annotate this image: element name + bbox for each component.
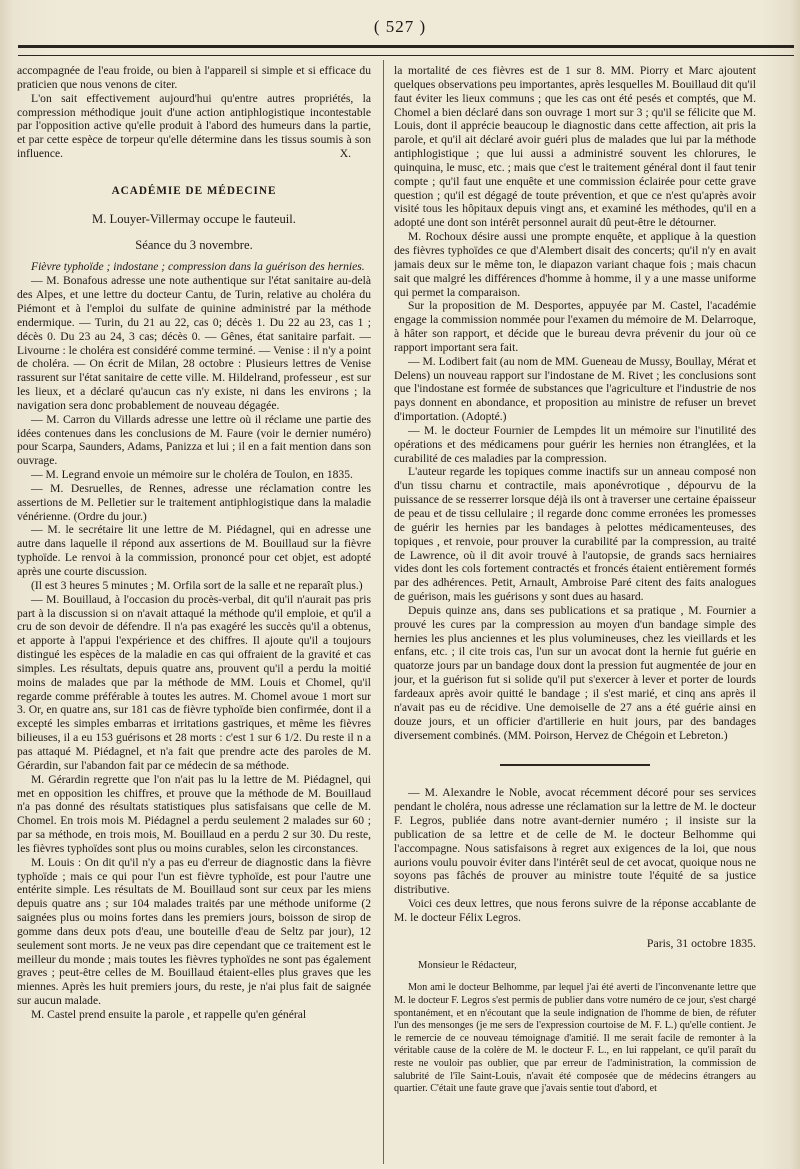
paragraph: Depuis quinze ans, dans ses publications et sa pratique , M. Fournier a prouvé les cures par la compression au moyen d'un bandage simple des hernies les plus anciennes et les plus volumineuses, chez les vieillards et les enfans, etc. ; il cite trois cas, l'un sur un avocat dont la hernie fut guérie en quatorze jours par un bandage doux dont la pression fut augmentée de jour en jour, et la guérison fut si solide qu'il put s'exercer à lever et porter de lourds fardeaux après avoir quitté le bandage ; il s'est marié, et cinq ans après il n'avait pas eu de récidive. Une demoiselle de 27 ans a été guérie ainsi en douze jours, et un officier d'artillerie en huit jours, par des bandages diversement combinés. (MM. Poirson, Hervez de Chégoin et Lebreton.)	[394, 603, 756, 742]
paragraph: M. Louis : On dit qu'il n'y a pas eu d'erreur de diagnostic dans la fièvre typhoïde ; mais ce qui pour l'un est fièvre typhoïde, est pour l'autre une entérite simple. Les résultats de M. Bouillaud sont sur ceux par les miens depuis quatre ans ; sur 104 malades traités par une méthode uniforme (2 saignées plus ou moins fortes dans les premiers jours, boisson de sirop de gomme dans deux pots d'eau, une bouteille d'eau de Seltz par jour), 12 seulement sont morts. Je ne veux pas dire cependant que ce traitement est le meilleur du monde ; mais toutes les fièvres typhoïdes ne sont pas également graves ; peut-être celles de M. Bouillaud étaient-elles plus graves que les miennes. Après les huit premiers jours, du reste, je n'ai plus fait de saignée sur aucun malade.	[17, 855, 371, 1008]
paragraph: M. Castel prend ensuite la parole , et rappelle qu'en général	[31, 1008, 307, 1021]
session-president: M. Louyer-Villermay occupe le fauteuil.	[92, 211, 296, 226]
paragraph: M. Gérardin regrette que l'on n'ait pas lu la lettre de M. Piédagnel, qui met en opposition les chiffres, et prouve que la méthode de M. Bouillaud n'a pas donné des résultats statistiques plus satisfaisans que celle de M. Chomel. En trois mois M. Piédagnel a perdu seulement 2 malades sur 60 ; par sa méthode, en trois mois, M. Bouillaud en a perdu 2 sur 30. Du reste, les fièvres typhoïdes sont plus ou moins curables, selon les circonstances.	[17, 772, 371, 855]
session-date: Séance du 3 novembre.	[135, 237, 253, 252]
author-signature: X.	[339, 147, 351, 161]
section-separator	[500, 764, 650, 766]
paragraph: — M. le docteur Fournier de Lempdes lit un mémoire sur l'inutilité des opérations et des médicamens pour guérir les hernies non étranglées, et la curabilité de ces maladies par la compression.	[394, 423, 756, 465]
paragraph: M. Rochoux désire aussi une prompte enquête, et applique à la question des fièvres typhoïdes ce que d'Alembert disait des concerts; qu'il n'y en avait jamais deux sur le même ton, le diapazon variant chaque fois ; mais chacun sait que malgré les différences d'homme à homme, il y a une masse uniforme qui permet la comparaison.	[394, 230, 756, 299]
page-number: ( 527 )	[373, 17, 427, 36]
paragraph: Sur la proposition de M. Desportes, appuyée par M. Castel, l'académie engage la commission nommée pour l'examen du mémoire de M. Delarroque, à hâter son rapport, et décide que le bureau devra prévenir du jour où ce rapport important sera fait.	[394, 299, 756, 354]
paragraph: — M. le secrétaire lit une lettre de M. Piédagnel, qui en adresse une autre dans laquelle il répond aux assertions de M. Bouillaud sur la fièvre typhoïde. Le renvoi à la commission, prononcé pour cet objet, est adopté après une courte discussion.	[17, 523, 371, 578]
right-column	[394, 64, 756, 1164]
letter-paragraph: Mon ami le docteur Belhomme, par lequel j'ai été averti de l'inconvenante lettre que M. le docteur F. Legros s'est permis de publier dans votre numéro de ce jour, s'est chargé spontanément, et en n'écoutant que la seule indignation de l'homme de bien, de réfuter l'un des mensonges (je me sers de l'expression courtoise de M. F. L.) qu'elle contient. Je le remercie de ce nouveau témoignage d'amitié. Il me serait facile de remonter à la véritable cause de la colère de M. le docteur F. L., en lui rappelant, ce qu'il paraît du reste ne vouloir pas oublier, que par erreur de l'administration, la commission de salubrité de l'île Saint-Louis, n'avait été composée que de médecins étrangers au quartier. C'était une faute grave que j'avais sentie tout d'abord, et	[394, 982, 756, 1095]
paragraph: — M. Alexandre le Noble, avocat récemment décoré pour ses services pendant le choléra, nous adresse une réclamation sur la lettre de M. le docteur F. Legros, publiée dans notre avant-dernier numéro ; il insiste sur la publication de sa lettre et de celle de M. le docteur Belhomme qui l'accompagne. Nous satisfaisons à regret aux exigences de la loi, que nous aurions voulu pouvoir éviter dans l'intérêt seul de cet avocat, quoique nous ne soyons pas fâchés de prouver au ministre toute l'équité de sa justice distributive.	[394, 786, 756, 897]
paragraph: — M. Carron du Villards adresse une lettre où il réclame une partie des idées contenues dans les conclusions de M. Faure (voir le dernier numéro) pour Scarpa, Saunders, Adams, Panizza et lui ; il en a fait mention dans son ouvrage.	[17, 412, 371, 468]
letter-body	[394, 982, 756, 1095]
paragraph: — M. Bouillaud, à l'occasion du procès-verbal, dit qu'il n'aurait pas pris part à la discussion si on n'avait attaqué la méthode qu'il emploie, et qu'il a cru de son devoir de défendre. Il n'a pas exagéré les succès qu'il a obtenus, et apporte à l'appui l'expérience et des chiffres. Il ajoute qu'il a toujours distingué les espèces de la maladie en cas qui offraient de la gravité et cas simples. Les résultats, depuis quatre ans, prouvent qu'il a perdu la moitié moins de malades que par la méthode de MM. Louis et Chomel, qu'il regarde comme préférable à toutes les autres. M. Chomel avoue 1 mort sur 3. Or, en quatre ans, sur 181 cas de fièvre typhoïde bien confirmée, dont il a excepté les simples embarras et irritations gastriques, et même les fièvres bilieuses, il a eu 153 guérisons et 28 morts : c'est 1 sur 6 1/2. Du reste il n a pas attaqué M. Piédagnel, et n'a fait que prendre acte des paroles de M. Gérardin, sur l'abandon fait par ce médecin de sa méthode.	[17, 592, 371, 772]
left-column	[17, 64, 371, 1164]
paragraph: — M. Bonafous adresse une note authentique sur l'état sanitaire au-delà des Alpes, et une lettre du docteur Cantu, de Turin, relative au choléra du Piémont et à l'emploi du sulfate de quinine administré par la méthode endermique. — Turin, du 21 au 22, cas 0; décès 1. Du 22 au 23, cas 1 ; décès 0. Du 23 au 24, 3 cas; décès 0. — Gênes, état sanitaire parfait. — Livourne : le choléra est considéré comme terminé. — Venise : il n'y a point de choléra. — On écrit de Milan, 28 octobre : Plusieurs lettres de Venise rassurent sur l'état sanitaire de cette ville. M. Hildelrand, professeur , est sur les lieux, et a déclaré qu'aucun cas n'y existe, ni dans les environs ; la navigation sera donc probablement de nouveau dégagée.	[17, 274, 371, 412]
paragraph: — M. Legrand envoie un mémoire sur le choléra de Toulon, en 1835.	[31, 468, 353, 482]
paragraph: — M. Lodibert fait (au nom de MM. Gueneau de Mussy, Boullay, Mérat et Delens) un nouveau rapport sur l'indostane de M. Rivet ; les conclusions sont que l'indostane est formée de substances que l'agriculture et l'industrie de nos pays donnent en abondance, et proposition au ministre de refuser un brevet d'importation. (Adopté.)	[394, 354, 756, 424]
letter-dateline: Paris, 31 octobre 1835.	[646, 935, 756, 950]
letter-salutation: Monsieur le Rédacteur,	[418, 959, 517, 971]
paragraph: Voici ces deux lettres, que nous ferons suivre de la réponse accablante de M. le docteur Félix Legros.	[394, 897, 756, 924]
intro-paragraph: accompagnée de l'eau froide, ou bien à l'appareil si simple et si efficace du praticien que nous venons de citer.	[17, 64, 371, 91]
paragraph: (Il est 3 heures 5 minutes ; M. Orfila sort de la salle et ne reparaît plus.)	[31, 578, 363, 592]
section-title: ACADÉMIE DE MÉDECINE	[111, 184, 277, 197]
topic-line: Fièvre typhoïde ; indostane ; compression dans la guérison des hernies.	[31, 260, 365, 274]
column-divider	[383, 60, 384, 1164]
header-rule	[18, 45, 794, 56]
paragraph: la mortalité de ces fièvres est de 1 sur 8. MM. Piorry et Marc ajoutent quelques observations peu importantes, après lesquelles M. Bouillaud dit qu'il faut éviter les lieux communs ; que les cas ont été pesés et comptés, que M. Chomel a bien déclaré dans son ouvrage 1 mort sur 3 ; qu'il se félicite que M. Louis, dont il apprécie beaucoup le diagnostic dans cette affection, ait pris la parole, et qu'il ait déclaré avoir guéri plus de malades que lui par la méthode antiphlogistique ; que lui aussi a administré souvent les chlorures, le quinquina, le musc, etc. ; mais que c'est le traitement général dont il faut tenir compte ; qu'il faut une enquête et une commission éclairée pour cette grave question ; qu'il est dégagé de toute prévention, et que ce n'est qu'après avoir visité tous les hôpitaux depuis vingt ans, et examiné les méthodes, qu'il en a adopté une dont son intérêt personnel aurait dû peut-être le détourner.	[394, 64, 756, 230]
intro-paragraph: L'on sait effectivement aujourd'hui qu'entre autres propriétés, la compression méthodique jouit d'une action antiphlogistique incontestable par l'opposition active qu'elle produit à l'abord des humeurs dans la partie, et par cette espèce de torpeur qu'elle détermine dans les tissus soumis à son influence. X.	[17, 91, 371, 161]
paragraph: L'auteur regarde les topiques comme inactifs sur un anneau composé non d'un tissu charnu et contractile, mais aponévrotique , dépourvu de la puissance de se resserrer lorsque déjà ils ont à traverser une certaine épaisseur de peau et de tissu cellulaire ; il regarde donc comme erronées les promesses de guérir les hernies par les bandages à pelottes médicamenteuses, des topiques , et renvoie, pour prouver la curabilité par la compression, au traité de Lawrence, où il dit avoir trouvé à l'autopsie, de grands sacs herniaires vides dont les cols fortement contractés et froncés étaient entièrement formés par des adhérences. Petit, Arnault, Ambroise Paré citent des faits analogues de guérison, mais les guérisons y sont dues au hasard.	[394, 465, 756, 604]
paragraph: — M. Desruelles, de Rennes, adresse une réclamation contre les assertions de M. Pelletier sur le traitement antiphlogistique dans la maladie vénérienne. (Ordre du jour.)	[17, 481, 371, 523]
